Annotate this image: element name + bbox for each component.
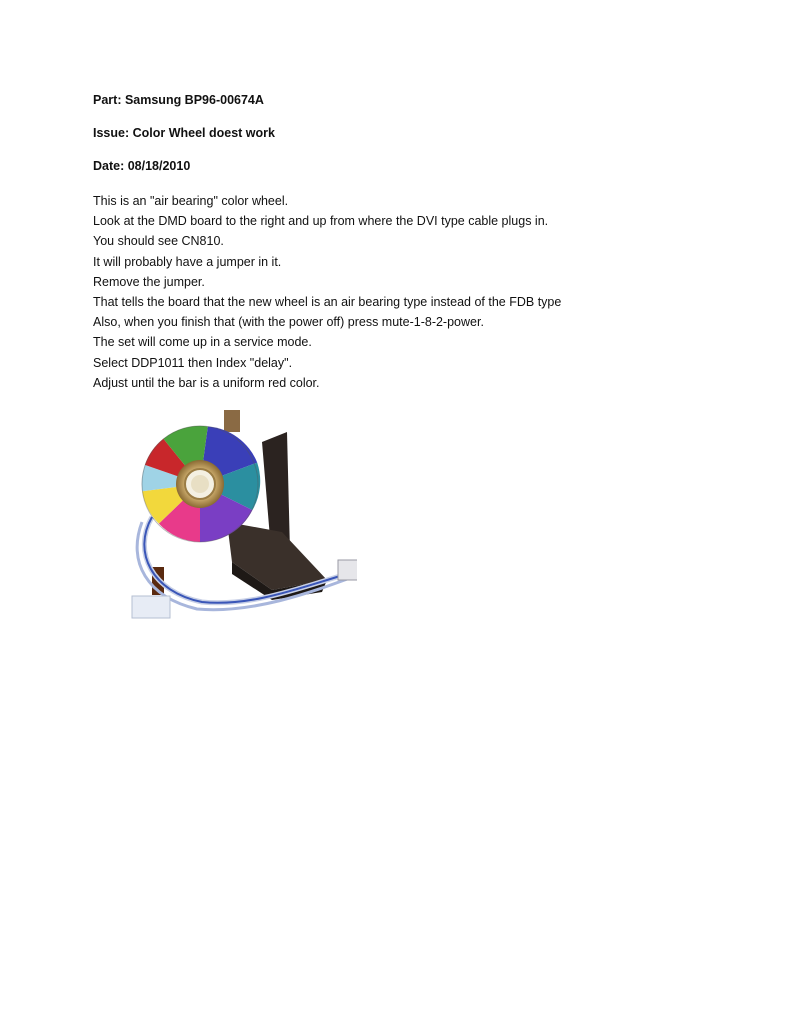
date-heading: Date: 08/18/2010 [93, 159, 191, 173]
part-heading: Part: Samsung BP96-00674A [93, 93, 264, 107]
instruction-line: This is an "air bearing" color wheel. [93, 194, 289, 208]
document-page [93, 92, 713, 393]
instruction-line: That tells the board that the new wheel is an air bearing type instead of the FDB type [93, 295, 562, 310]
connector-plug [338, 560, 357, 580]
instruction-line: Also, when you finish that (with the power off) press mute-1-8-2-power. [93, 315, 484, 330]
instruction-line: Select DDP1011 then Index "delay". [93, 355, 293, 370]
wheel-hub [176, 460, 224, 508]
instruction-line: The set will come up in a service mode. [93, 335, 312, 350]
instruction-line: Remove the jumper. [93, 274, 205, 289]
issue-heading: Issue: Color Wheel doest work [93, 126, 275, 140]
instruction-line: It will probably have a jumper in it. [93, 254, 282, 269]
instruction-line: Look at the DMD board to the right and up from where the DVI type cable plugs in. [93, 214, 549, 229]
instruction-line: You should see CN810. [93, 234, 224, 249]
instruction-line: Adjust until the bar is a uniform red color. [93, 375, 320, 390]
instructions-body [93, 191, 713, 393]
color-wheel-photo [112, 402, 357, 624]
cable-label-tag [132, 596, 170, 618]
